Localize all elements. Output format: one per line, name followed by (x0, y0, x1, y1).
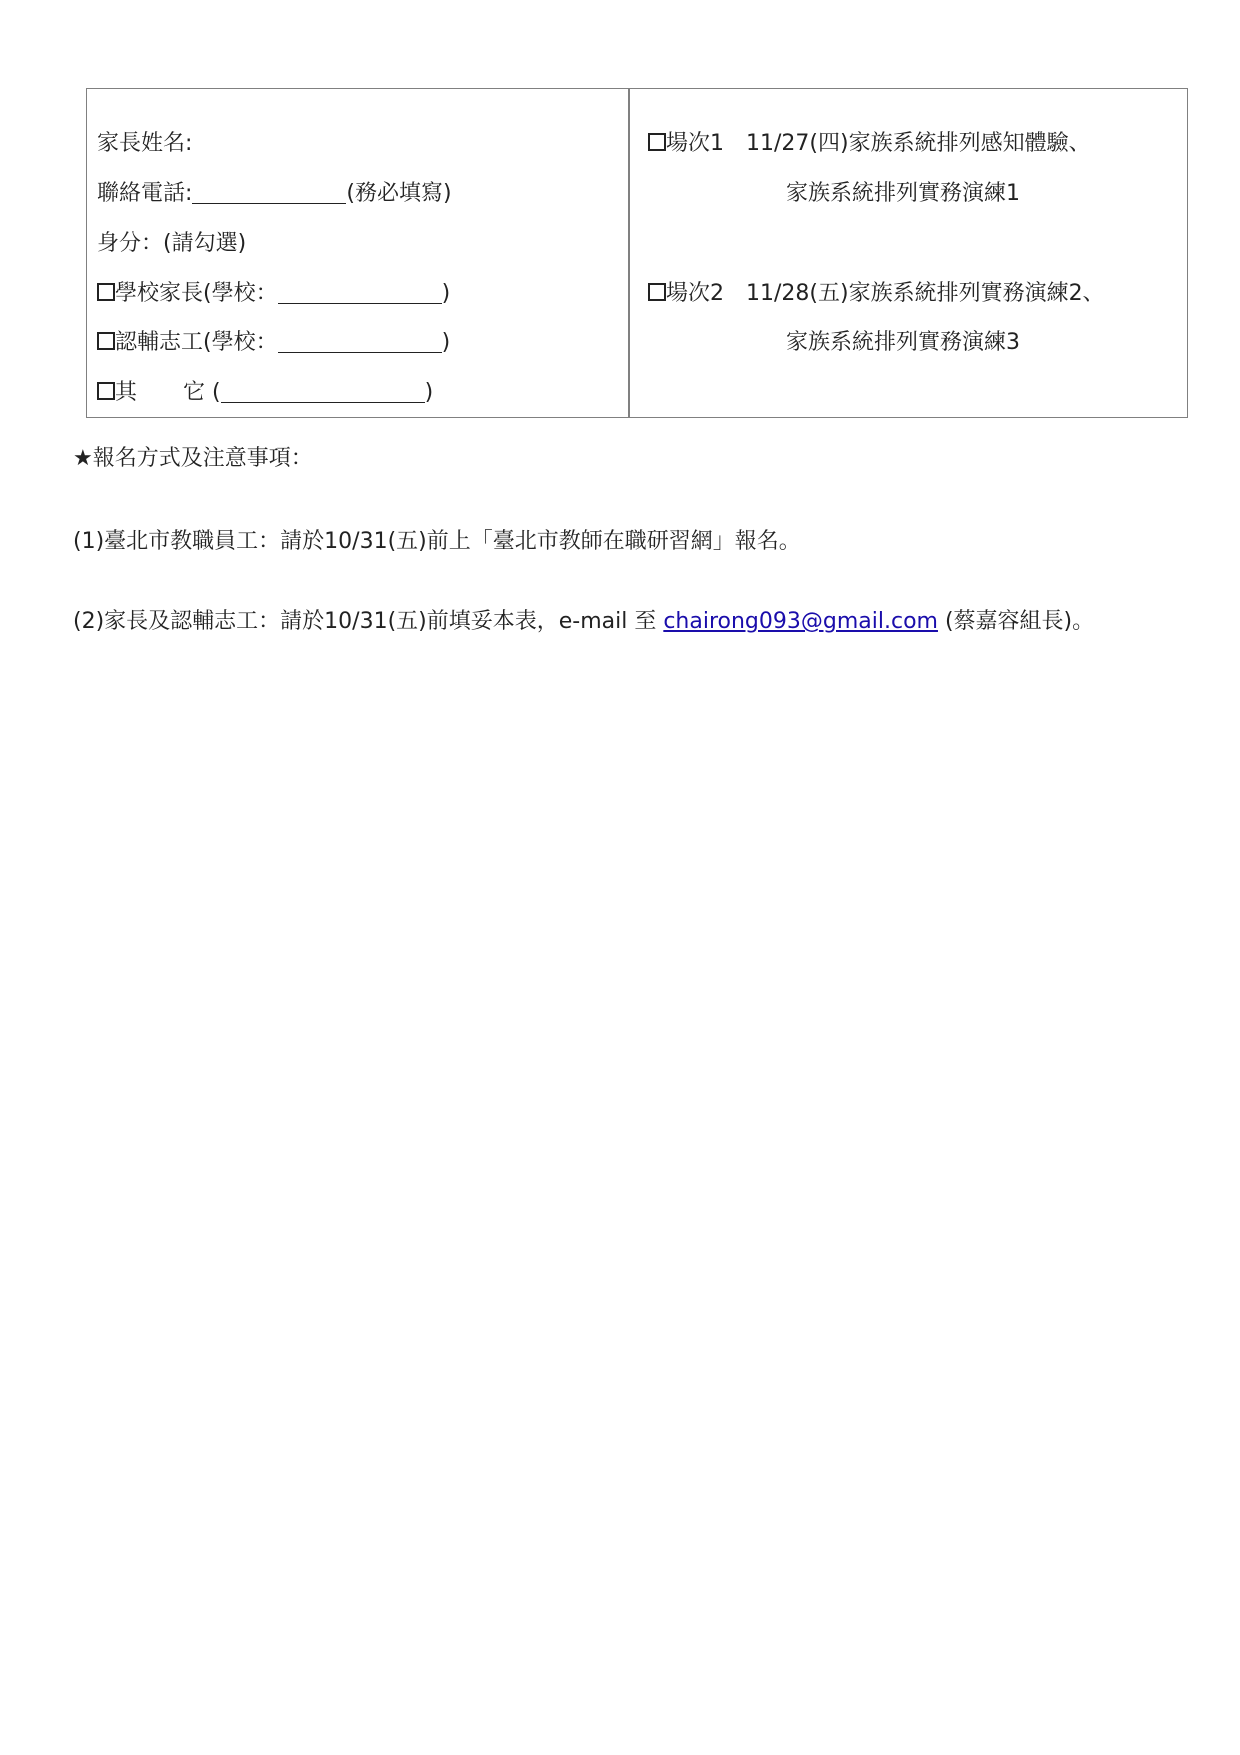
phone-label: 聯絡電話: (97, 181, 193, 206)
option-other-label-b: 它 ( (183, 380, 221, 405)
contact-email-link[interactable]: chairong093@gmail.com (663, 609, 938, 634)
notes-heading: ★報名方式及注意事項： (73, 446, 313, 471)
session-2-option (648, 279, 1105, 309)
session-1-label: 場次1 11/27(四)家族系統排列感知體驗、 (666, 131, 1091, 156)
close-paren: ) (441, 330, 451, 355)
notes-item-2-suffix: (蔡嘉容組長)。 (937, 609, 1095, 634)
option-other-label-a: 其 (115, 380, 138, 405)
option-volunteer-label: 認輔志工(學校： (115, 330, 278, 355)
identity-label: 身分：(請勾選) (97, 231, 247, 256)
identity-option-volunteer (97, 328, 450, 358)
notes-item-2 (73, 607, 1094, 637)
notes-item-2-prefix: (2)家長及認輔志工：請於10/31(五)前填妥本表，e-mail 至 (73, 609, 664, 634)
checkbox-session-2[interactable] (648, 283, 666, 301)
checkbox-parent[interactable] (97, 283, 115, 301)
phone-row (97, 179, 452, 209)
phone-required-note: (務必填寫) (346, 181, 452, 206)
session-1-option (648, 129, 1091, 159)
volunteer-school-blank[interactable] (278, 332, 442, 353)
checkbox-other[interactable] (97, 382, 115, 400)
session-2-line2: 家族系統排列實務演練3 (786, 330, 1020, 355)
identity-option-parent (97, 279, 450, 309)
checkbox-session-1[interactable] (648, 133, 666, 151)
close-paren: ) (424, 380, 434, 405)
checkbox-volunteer[interactable] (97, 332, 115, 350)
close-paren: ) (441, 281, 451, 306)
session-2-label: 場次2 11/28(五)家族系統排列實務演練2、 (666, 281, 1105, 306)
identity-option-other (97, 378, 433, 408)
notes-item-1: (1)臺北市教職員工：請於10/31(五)前上「臺北市教師在職研習網」報名。 (73, 529, 801, 554)
phone-blank-field[interactable] (192, 183, 346, 204)
parent-school-blank[interactable] (278, 283, 442, 304)
table-column-divider (628, 88, 630, 418)
session-1-line2: 家族系統排列實務演練1 (786, 181, 1020, 206)
option-parent-label: 學校家長(學校： (115, 281, 278, 306)
parent-name-label: 家長姓名: (97, 131, 193, 156)
other-blank[interactable] (221, 382, 425, 403)
